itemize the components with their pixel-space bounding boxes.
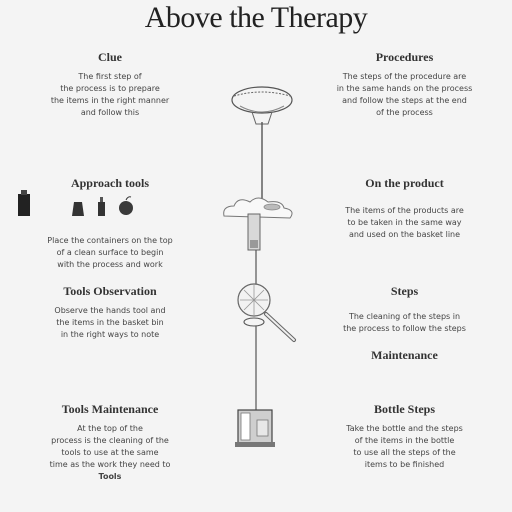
right-block-5-line: Take the bottle and the steps (346, 424, 463, 433)
right-block-1-line: and follow the steps at the end (342, 96, 467, 105)
right-block-1-line: in the same hands on the process (336, 84, 473, 93)
left-block-1-line: the process is to prepare (60, 84, 160, 93)
left-block-2-line: Place the containers on the top (47, 236, 173, 245)
left-block-3-line: the items in the basket bin (56, 318, 164, 327)
left-block-1-line: The first step of (78, 72, 142, 81)
bottle-icon (18, 190, 30, 216)
page-title: Above the Therapy (144, 1, 368, 34)
right-block-1-line: The steps of the procedure are (342, 72, 467, 81)
right-block-3-heading: Steps (390, 284, 419, 298)
apple-icon (119, 197, 133, 215)
right-block-2-heading: On the product (365, 176, 444, 190)
left-block-1-heading: Clue (98, 50, 122, 64)
left-block-4-line: process is the cleaning of the (51, 436, 169, 445)
basket-icon (238, 284, 294, 340)
small-bottle-icon (98, 197, 105, 216)
flask-icon (72, 202, 84, 216)
left-block-4-line: At the top of the (77, 424, 143, 433)
right-block-1-heading: Procedures (375, 50, 434, 64)
right-block-5-line: of the items in the bottle (354, 436, 455, 445)
right-block-5-line: items to be finished (364, 460, 445, 469)
left-block-1-line: the items in the right manner (50, 96, 170, 105)
vial-icon (248, 214, 260, 250)
left-block-2-line: of a clean surface to begin (56, 248, 164, 257)
ceiling-lamp-icon (232, 87, 292, 124)
left-block-1-line: and follow this (80, 108, 140, 117)
right-block-3-line: the process to follow the steps (343, 324, 466, 333)
left-block-4-line: Tools (98, 472, 122, 481)
right-block-3-line: The cleaning of the steps in (348, 312, 461, 321)
right-block-2-line: and used on the basket line (348, 230, 461, 239)
right-label-maintenance: Maintenance (371, 348, 438, 362)
cloud-shade (264, 204, 280, 210)
right-block-2-line: to be taken in the same way (347, 218, 462, 227)
right-block-1-line: of the process (376, 108, 433, 117)
left-block-3-heading: Tools Observation (63, 284, 157, 298)
right-block-2-line: The items of the products are (345, 206, 464, 215)
left-block-3-line: Observe the hands tool and (54, 306, 166, 315)
right-block-5-heading: Bottle Steps (374, 402, 435, 416)
appliance-box-icon (235, 410, 275, 447)
left-block-3-line: in the right ways to note (60, 330, 160, 339)
left-block-2-line: with the process and work (57, 260, 163, 269)
left-block-4-line: time as the work they need to (49, 460, 171, 469)
left-block-2-heading: Approach tools (70, 176, 150, 190)
right-block-5-line: to use all the steps of the (353, 448, 456, 457)
left-block-4-line: tools to use at the same (61, 448, 159, 457)
left-block-4-heading: Tools Maintenance (61, 402, 159, 416)
